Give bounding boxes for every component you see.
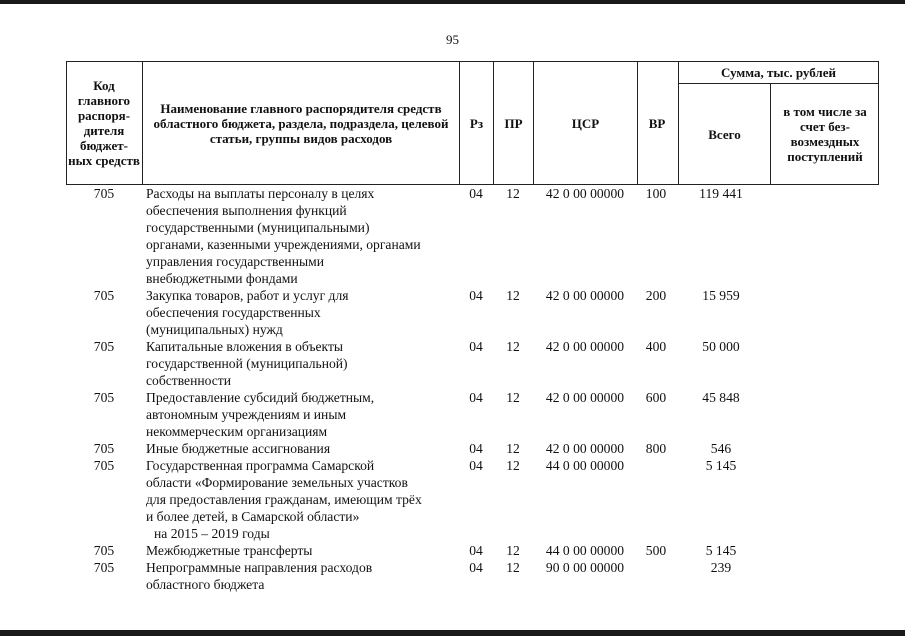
table-row — [66, 185, 879, 287]
row-csr: 42 0 00 00000 — [545, 390, 625, 405]
row-total: 15 959 — [702, 288, 740, 303]
row-name — [142, 457, 459, 542]
row-free — [767, 559, 877, 593]
row-name-line: государственными (муниципальными) — [146, 220, 370, 235]
row-name-line: внебюджетными фондами — [146, 271, 298, 286]
header-free: в том числе за счет без-возмездных поступлений — [783, 104, 867, 164]
row-name-line: собственности — [146, 373, 232, 388]
row-total: 50 000 — [702, 339, 740, 354]
row-code: 705 — [93, 560, 115, 575]
row-name — [142, 338, 459, 389]
table-row — [66, 338, 879, 389]
row-name-line: обеспечения государственных — [146, 305, 321, 320]
row-free — [767, 287, 877, 338]
row-code: 705 — [93, 390, 115, 405]
row-name-line: государственной (муниципальной) — [146, 356, 348, 371]
header-csr: ЦСР — [571, 115, 600, 131]
header-rz: Рз — [469, 115, 484, 131]
row-code: 705 — [93, 543, 115, 558]
row-free — [767, 457, 877, 542]
row-pr: 12 — [506, 560, 520, 575]
row-pr: 12 — [506, 441, 520, 456]
table-header — [66, 61, 879, 185]
table-row — [66, 389, 879, 440]
row-vr — [637, 559, 675, 593]
row-name-line: и более детей, в Самарской области» — [146, 509, 360, 524]
header-name: Наименование главного распорядителя средств областного бюджета, раздела, подраздела, целевой статьи, группы видов расходов — [153, 100, 449, 146]
row-vr: 800 — [645, 441, 667, 456]
row-code: 705 — [93, 441, 115, 456]
row-total: 5 145 — [705, 458, 737, 473]
row-rz: 04 — [469, 458, 483, 473]
table-body — [66, 185, 879, 593]
row-code: 705 — [93, 458, 115, 473]
row-name-line: некоммерческим организациям — [146, 424, 328, 439]
row-total: 546 — [710, 441, 732, 456]
row-rz: 04 — [469, 441, 483, 456]
table-row — [66, 457, 879, 542]
row-name-line: Капитальные вложения в объекты — [146, 339, 344, 354]
row-free — [767, 185, 877, 287]
row-name — [142, 185, 459, 287]
row-vr: 100 — [645, 186, 667, 201]
row-name-line: обеспечения выполнения функций — [146, 203, 347, 218]
row-pr: 12 — [506, 339, 520, 354]
row-name — [142, 542, 459, 559]
header-pr: ПР — [504, 115, 523, 131]
row-free — [767, 542, 877, 559]
header-vr: ВР — [648, 115, 666, 131]
row-name-line: управления государственными — [146, 254, 324, 269]
row-free — [767, 440, 877, 457]
row-code: 705 — [93, 339, 115, 354]
row-name-line: на 2015 – 2019 годы — [154, 526, 270, 541]
row-csr: 44 0 00 00000 — [545, 458, 625, 473]
table-row — [66, 440, 879, 457]
row-csr: 42 0 00 00000 — [545, 186, 625, 201]
row-code: 705 — [93, 288, 115, 303]
table-row — [66, 559, 879, 593]
row-free — [767, 338, 877, 389]
row-free — [767, 389, 877, 440]
row-name — [142, 559, 459, 593]
row-name-line: органами, казенными учреждениями, органами — [146, 237, 421, 252]
row-rz: 04 — [469, 390, 483, 405]
row-rz: 04 — [469, 339, 483, 354]
row-name-line: Расходы на выплаты персоналу в целях — [146, 186, 375, 201]
row-pr: 12 — [506, 390, 520, 405]
row-name-line: Межбюджетные трансферты — [146, 543, 313, 558]
row-name-line: Иные бюджетные ассигнования — [146, 441, 331, 456]
row-vr: 400 — [645, 339, 667, 354]
row-rz: 04 — [469, 288, 483, 303]
top-scan-border — [0, 0, 905, 4]
table-row — [66, 287, 879, 338]
row-rz: 04 — [469, 560, 483, 575]
row-name-line: области «Формирование земельных участков — [146, 475, 408, 490]
row-name-line: (муниципальных) нужд — [146, 322, 283, 337]
row-total: 5 145 — [705, 543, 737, 558]
bottom-scan-border — [0, 630, 905, 636]
row-rz: 04 — [469, 186, 483, 201]
row-name — [142, 287, 459, 338]
row-vr: 600 — [645, 390, 667, 405]
row-code: 705 — [93, 186, 115, 201]
row-csr: 42 0 00 00000 — [545, 288, 625, 303]
row-rz: 04 — [469, 543, 483, 558]
row-vr: 200 — [645, 288, 667, 303]
row-name-line: Предоставление субсидий бюджетным, — [146, 390, 375, 405]
row-pr: 12 — [506, 458, 520, 473]
row-pr: 12 — [506, 186, 520, 201]
row-name-line: областного бюджета — [146, 577, 265, 592]
header-code: Код главного распоря-дителя бюджет-ных средств — [68, 78, 140, 168]
row-total: 239 — [710, 560, 732, 575]
header-total: Всего — [708, 126, 741, 142]
row-name-line: Закупка товаров, работ и услуг для — [146, 288, 349, 303]
row-name-line: Непрограммные направления расходов — [146, 560, 373, 575]
row-name-line: автономным учреждениям и иным — [146, 407, 347, 422]
header-sum: Сумма, тыс. рублей — [721, 65, 836, 80]
row-vr: 500 — [645, 543, 667, 558]
table-row — [66, 542, 879, 559]
row-csr: 42 0 00 00000 — [545, 441, 625, 456]
row-name-line: Государственная программа Самарской — [146, 458, 375, 473]
row-total: 45 848 — [702, 390, 740, 405]
row-name — [142, 389, 459, 440]
row-name-line: для предоставления гражданам, имеющим трёх — [146, 492, 422, 507]
row-pr: 12 — [506, 543, 520, 558]
row-name — [142, 440, 459, 457]
row-pr: 12 — [506, 288, 520, 303]
row-csr: 90 0 00 00000 — [545, 560, 625, 575]
page-number: 95 — [446, 32, 459, 47]
row-total: 119 441 — [699, 186, 743, 201]
row-csr: 44 0 00 00000 — [545, 543, 625, 558]
row-csr: 42 0 00 00000 — [545, 339, 625, 354]
row-vr — [637, 457, 675, 542]
